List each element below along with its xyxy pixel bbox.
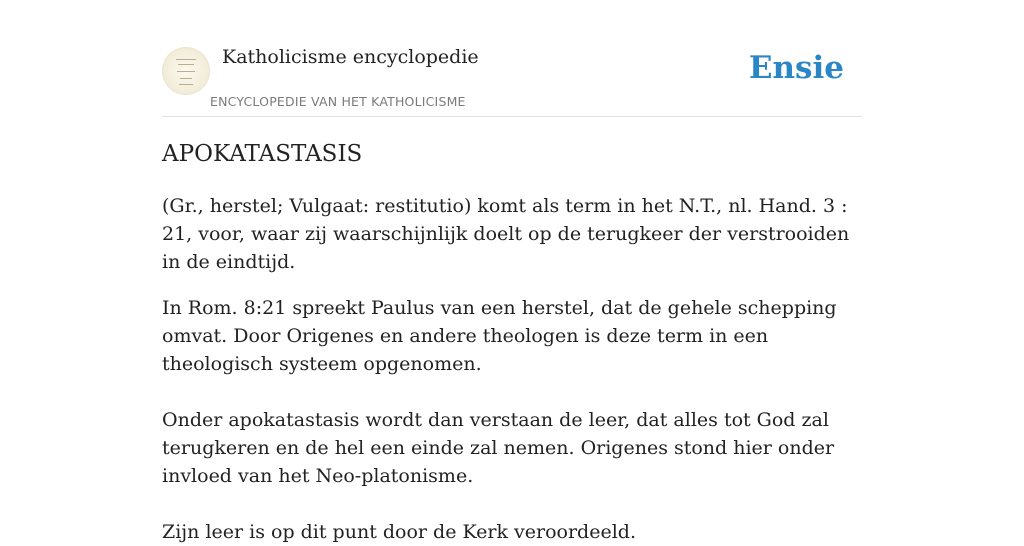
cover-line <box>178 64 194 65</box>
cover-line <box>179 84 193 85</box>
ensie-logo[interactable]: Ensie <box>748 50 844 86</box>
article-title: APOKATASTASIS <box>162 141 363 167</box>
site-header <box>162 40 862 117</box>
article-paragraph: Onder apokatastasis wordt dan verstaan de leer, dat alles tot God zal terugkeren en de hel een einde zal nemen. Origenes stond hier onder invloed van het Neo-platonisme. <box>162 409 835 487</box>
cover-line <box>177 71 195 72</box>
book-cover-icon[interactable] <box>162 47 210 95</box>
article <box>162 138 862 546</box>
article-paragraph: (Gr., herstel; Vulgaat: restitutio) komt als term in het N.T., nl. Hand. 3 : 21, voor, waar zij waarschijnlijk doelt op de terugkeer der verstrooiden in de eindtijd. <box>162 195 850 273</box>
article-paragraph: Zijn leer is op dit punt door de Kerk veroordeeld. <box>162 521 636 543</box>
cover-line <box>180 78 192 79</box>
encyclopedia-title[interactable]: Katholicisme encyclopedie <box>222 46 479 68</box>
cover-line <box>176 59 196 60</box>
encyclopedia-subtitle: ENCYCLOPEDIE VAN HET KATHOLICISME <box>210 94 466 109</box>
paragraph-spacer <box>162 490 862 518</box>
paragraph-spacer <box>162 378 862 406</box>
article-paragraph: In Rom. 8:21 spreekt Paulus van een herstel, dat de gehele schepping omvat. Door Origenes en andere theologen is deze term in een theologisch systeem opgenomen. <box>162 297 837 375</box>
